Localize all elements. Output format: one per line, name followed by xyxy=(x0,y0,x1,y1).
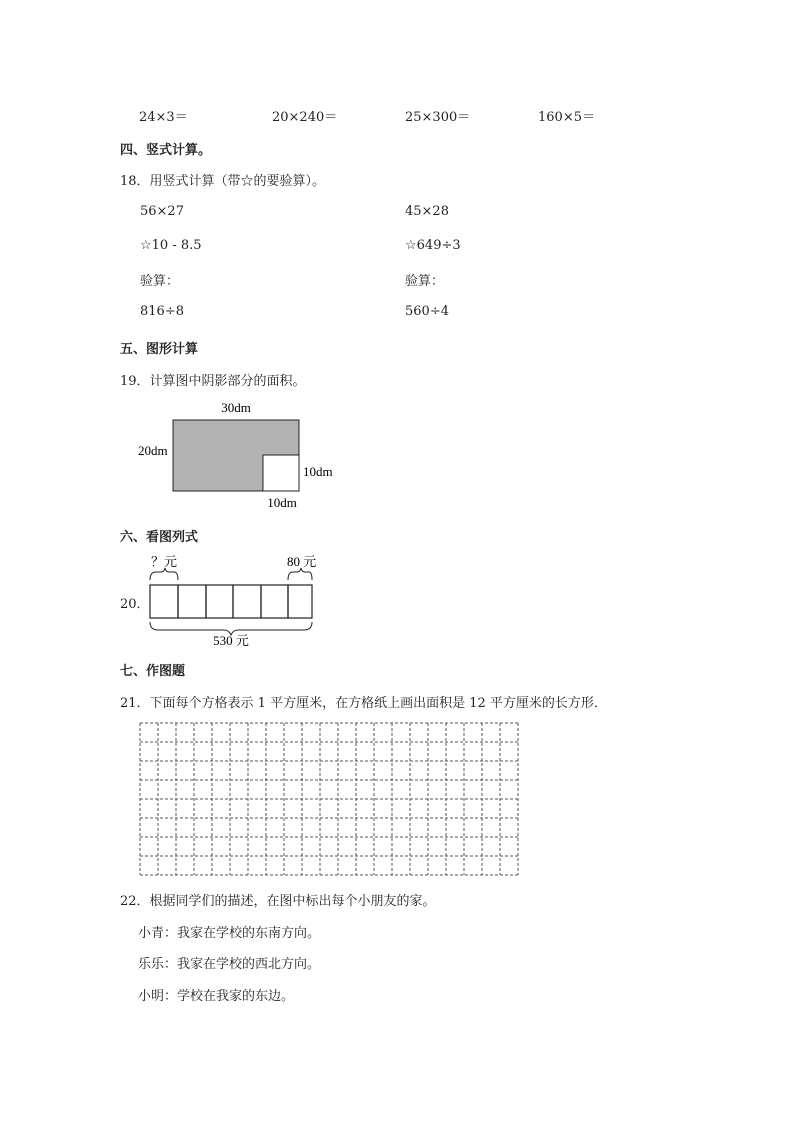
section-6-title: 六、看图列式 xyxy=(120,530,199,545)
part-price-label: 80 元 xyxy=(287,554,317,569)
shaded-area-figure xyxy=(136,398,340,514)
bar-model-diagram xyxy=(144,550,326,650)
check-label-1: 验算： xyxy=(140,274,180,289)
section-5-title: 五、图形计算 xyxy=(120,342,199,357)
unknown-price-label: ？元 xyxy=(151,554,178,569)
calc-item-2: 20×240＝ xyxy=(272,110,338,125)
part-brace xyxy=(288,568,312,580)
bar-segment xyxy=(206,585,233,618)
calc-item-1: 24×3＝ xyxy=(139,110,188,125)
vertical-calc-4: ☆649÷3 xyxy=(405,238,461,253)
bar-segment xyxy=(288,585,312,618)
vertical-calc-5: 816÷8 xyxy=(140,304,184,319)
question-20: 20． xyxy=(120,597,150,612)
left-length-label: 20dm xyxy=(138,443,168,458)
check-label-2: 验算： xyxy=(405,274,445,289)
question-18: 18．用竖式计算（带☆的要验算）。 xyxy=(120,174,326,189)
bar-segment xyxy=(150,585,178,618)
bar-segment xyxy=(261,585,288,618)
square-grid-paper[interactable] xyxy=(139,722,519,876)
section-7-title: 七、作图题 xyxy=(120,664,186,679)
question-19: 19．计算图中阴影部分的面积。 xyxy=(120,374,306,389)
description-xiaoqing: 小青：我家在学校的东南方向。 xyxy=(138,926,321,941)
description-lele: 乐乐：我家在学校的西北方向。 xyxy=(138,957,321,972)
vertical-calc-3: ☆10 - 8.5 xyxy=(140,238,202,253)
question-22: 22．根据同学们的描述，在图中标出每个小朋友的家。 xyxy=(120,894,436,909)
calc-item-4: 160×5＝ xyxy=(538,110,595,125)
square-side-label-bottom: 10dm xyxy=(267,495,297,510)
unknown-brace xyxy=(150,568,178,580)
description-xiaoming: 小明：学校在我家的东边。 xyxy=(138,989,295,1004)
bar-segment xyxy=(178,585,206,618)
bar-segment xyxy=(233,585,261,618)
square-side-label-right: 10dm xyxy=(303,464,333,479)
top-length-label: 30dm xyxy=(221,400,251,415)
vertical-calc-2: 45×28 xyxy=(405,204,449,219)
vertical-calc-1: 56×27 xyxy=(140,204,184,219)
vertical-calc-6: 560÷4 xyxy=(405,304,449,319)
white-square xyxy=(263,455,299,491)
total-price-label: 530 元 xyxy=(213,633,249,648)
calc-item-3: 25×300＝ xyxy=(405,110,471,125)
question-21: 21．下面每个方格表示 1 平方厘米，在方格纸上画出面积是 12 平方厘米的长方形． xyxy=(120,696,607,711)
section-4-title: 四、竖式计算。 xyxy=(120,143,212,158)
